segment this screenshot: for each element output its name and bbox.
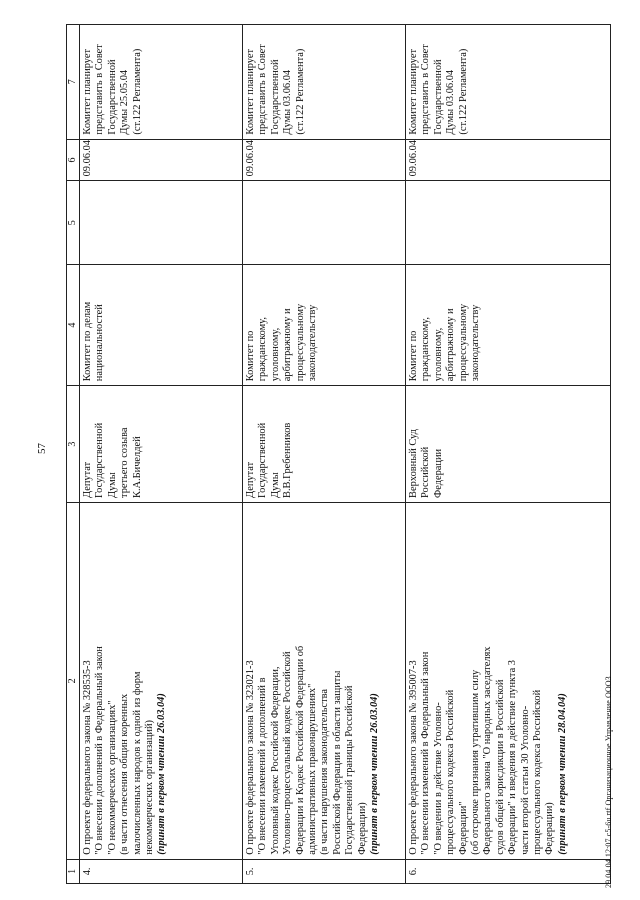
initiator-line: В.В.Гребенников	[282, 422, 294, 498]
description-line: Федерации и Кодекс Российской Федерации об	[294, 645, 306, 855]
column-header: 6	[67, 139, 80, 181]
status-line: Думы 03.06.04	[445, 69, 457, 135]
reading-note: (принят в первом чтении 26.03.04)	[156, 693, 168, 855]
initiator-line: Государственной	[94, 422, 106, 498]
status-line: представить в Совет	[420, 44, 432, 135]
status-line: (ст.122 Регламента)	[131, 48, 143, 135]
description-line: (в части отнесения общин коренных	[119, 693, 131, 855]
initiator-line: К.А.Бичелдей	[131, 436, 143, 498]
initiator-line: Думы	[269, 472, 281, 498]
committee-line: арбитражному и	[445, 308, 457, 382]
initiator-line: Депутат	[245, 461, 256, 498]
status-cell	[243, 25, 406, 140]
description-line: (об отсрочке признания утратившим силу	[470, 669, 482, 855]
committee-cell	[406, 265, 611, 386]
table-row	[243, 25, 406, 884]
committee-line: уголовному,	[269, 327, 281, 382]
column-header: 3	[67, 386, 80, 503]
column-header: 2	[67, 502, 80, 859]
initiator-line: третьего созыва	[119, 427, 131, 498]
row-number-cell: 6.	[406, 859, 611, 883]
initiator-line: Депутат	[82, 461, 93, 498]
bill-description-cell	[80, 502, 243, 859]
initiator-line: Думы	[106, 472, 118, 498]
description-line: О проекте федерального закона № 395007-3	[408, 660, 419, 855]
initiator-cell	[80, 386, 243, 503]
committee-line: Комитет по делам	[82, 301, 93, 382]
description-line: Уголовно-процессуальный кодекс Российской	[282, 651, 294, 855]
row-number-cell: 4.	[80, 859, 243, 883]
description-line: Федерации"	[457, 801, 469, 855]
status-line: Думы 25.05.04	[119, 69, 131, 135]
status-line: Комитет планирует	[82, 48, 93, 135]
empty-cell	[406, 181, 611, 265]
initiator-line: Российской	[420, 446, 432, 498]
status-line: представить в Совет	[257, 44, 269, 135]
description-line: судов общей юрисдикции в Российской	[494, 679, 506, 855]
column-header: 1	[67, 859, 80, 883]
description-line: процессуального кодекса Российской	[445, 689, 457, 855]
description-line: "О некоммерческих организациях"	[106, 700, 118, 855]
committee-line: процессуальному	[294, 303, 306, 382]
description-line: Государственной границы Российской	[344, 685, 356, 855]
initiator-line: Федерации	[432, 448, 444, 498]
status-line: Комитет планирует	[245, 48, 256, 135]
status-cell	[406, 25, 611, 140]
date-cell: 09.06.04	[80, 139, 243, 181]
committee-cell	[243, 265, 406, 386]
description-line: некоммерческих организаций)	[144, 720, 156, 855]
description-line: части второй статьи 30 Уголовно-	[519, 705, 531, 855]
description-line: "О введении в действие Уголовно-	[432, 702, 444, 855]
status-line: Комитет планирует	[408, 48, 419, 135]
description-line: О проекте федерального закона № 323021-3	[245, 660, 256, 855]
committee-line: Комитет по	[408, 330, 419, 382]
bill-description-cell	[243, 502, 406, 859]
initiator-line: Государственной	[257, 422, 269, 498]
status-line: (ст.122 Регламента)	[457, 48, 469, 135]
table-row	[406, 25, 611, 884]
description-line: административных правонарушениях"	[307, 683, 319, 855]
table-row	[80, 25, 243, 884]
row-number-cell: 5.	[243, 859, 406, 883]
description-line: Федерального закона "О народных заседателях	[482, 646, 494, 855]
status-line: Государственной	[269, 59, 281, 135]
bill-description-cell	[406, 502, 611, 859]
status-line: (ст.122 Регламента)	[294, 48, 306, 135]
committee-line: законодательству	[307, 304, 319, 382]
description-line: Федерации)	[544, 802, 556, 855]
description-line: Российской Федерации в области защиты	[331, 670, 343, 855]
committee-line: гражданскому,	[257, 317, 269, 382]
committee-line: уголовному,	[432, 327, 444, 382]
status-line: Государственной	[106, 59, 118, 135]
description-line: "О внесении изменений в Федеральный закон	[420, 651, 432, 855]
initiator-cell	[243, 386, 406, 503]
reading-note: (принят в первом чтении 26.03.04)	[369, 693, 381, 855]
description-line: (в части нарушения законодательства	[319, 689, 331, 855]
description-line: Федерации)	[356, 802, 368, 855]
committee-line: национальностей	[94, 304, 106, 382]
description-line: "О внесении дополнений в Федеральный закон	[94, 646, 106, 855]
description-line: малочисленных народов к одной из форм	[131, 671, 143, 855]
status-cell	[80, 25, 243, 140]
date-cell: 09.06.04	[406, 139, 611, 181]
reading-note: (принят в первом чтении 28.04.04)	[556, 693, 568, 855]
initiator-cell	[406, 386, 611, 503]
committee-line: Комитет по	[245, 330, 256, 382]
committee-line: законодательству	[470, 304, 482, 382]
column-header: 7	[67, 25, 80, 140]
bills-table	[66, 24, 611, 884]
empty-cell	[243, 181, 406, 265]
date-cell: 09.06.04	[243, 139, 406, 181]
description-line: "О внесении изменений и дополнений в	[257, 677, 269, 855]
footer-note: 29.04.04 12:07 c5-6u.rtf Организационное Управление ООО3	[604, 676, 613, 888]
committee-line: арбитражному и	[282, 308, 294, 382]
empty-cell	[80, 181, 243, 265]
description-line: О проекте федерального закона № 328535-3	[82, 660, 93, 855]
committee-cell	[80, 265, 243, 386]
committee-line: процессуальному	[457, 303, 469, 382]
table-header-row	[67, 25, 80, 884]
committee-line: гражданскому,	[420, 317, 432, 382]
description-line: Федерации" и введения в действие пункта 3	[507, 659, 519, 855]
description-line: Уголовный кодекс Российской Федерации,	[269, 666, 281, 855]
status-line: представить в Совет	[94, 44, 106, 135]
description-line: процессуального кодекса Российской	[532, 689, 544, 855]
status-line: Государственной	[432, 59, 444, 135]
status-line: Думы 03.06.04	[282, 69, 294, 135]
column-header: 4	[67, 265, 80, 386]
initiator-line: Верховный Суд	[408, 429, 419, 498]
page-number: 57	[36, 443, 48, 454]
column-header: 5	[67, 181, 80, 265]
